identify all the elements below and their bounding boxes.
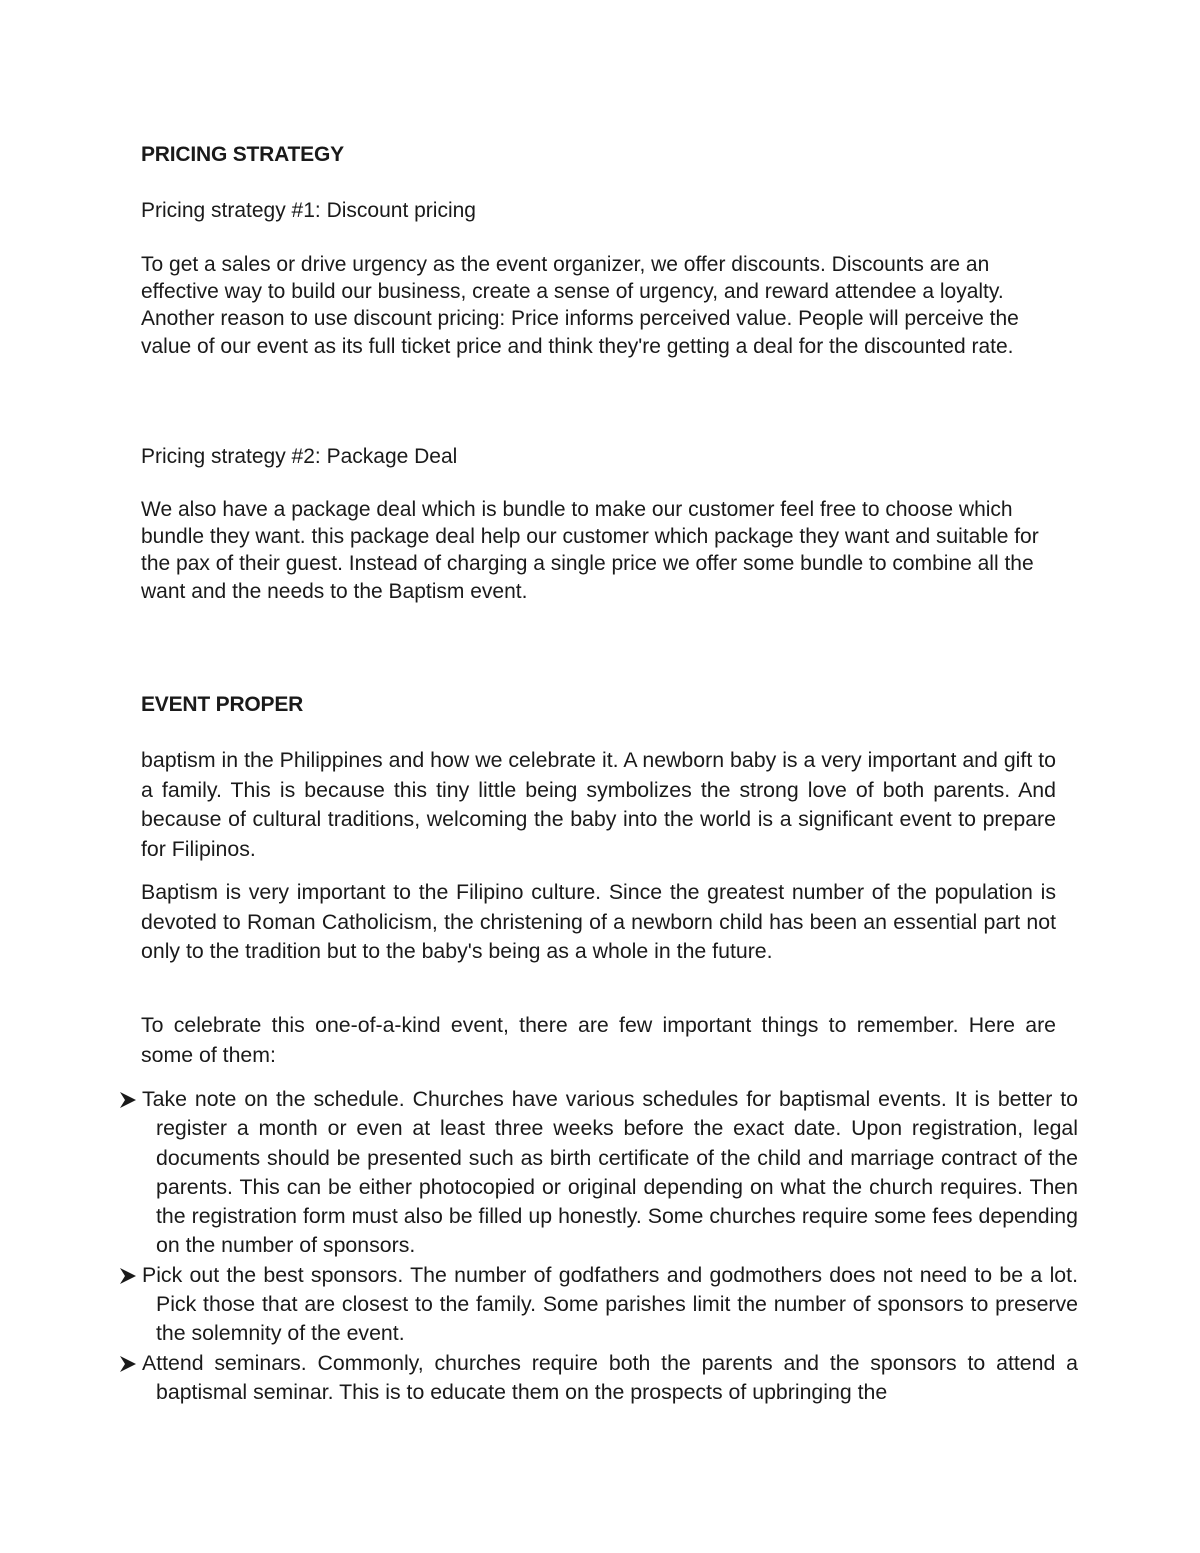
strategy-1-title: Pricing strategy #1: Discount pricing (141, 199, 476, 222)
event-paragraph-1: baptism in the Philippines and how we celebrate it. A newborn baby is a very important and gift to a family. This is because this tiny little being symbolizes the strong love of both parents. And because of cultural traditions, welcoming the baby into the world is a significant event to prepare for Filipinos. (141, 748, 1056, 861)
list-item (118, 1085, 1078, 1261)
list-item-text: Attend seminars. Commonly, churches require both the parents and the sponsors to attend a baptismal seminar. This is to educate them on the prospects of upbringing the (142, 1350, 1078, 1404)
pricing-strategy-heading: PRICING STRATEGY (141, 143, 344, 166)
event-proper-heading: EVENT PROPER (141, 693, 304, 716)
arrow-bullet-icon (118, 1355, 138, 1373)
list-item (118, 1349, 1078, 1408)
list-item (118, 1261, 1078, 1349)
arrow-bullet-icon (118, 1267, 138, 1285)
strategy-2-body: We also have a package deal which is bundle to make our customer feel free to choose which bundle they want. this package deal help our customer which package they want and suitable for the pax of their guest. Instead of charging a single price we offer some bundle to combine all the want and the needs to the Baptism event. (141, 498, 1039, 603)
strategy-2-title: Pricing strategy #2: Package Deal (141, 445, 458, 468)
arrow-bullet-icon (118, 1091, 138, 1109)
list-item-text: Pick out the best sponsors. The number of godfathers and godmothers does not need to be a lot. Pick those that are closest to the family. Some parishes limit the number of sponsors to preserve the solemnity of the event. (142, 1262, 1078, 1346)
event-paragraph-2: Baptism is very important to the Filipino culture. Since the greatest number of the population is devoted to Roman Catholicism, the christening of a newborn child has been an essential part not only to the tradition but to the baby's being as a whole in the future. (141, 880, 1056, 963)
event-paragraph-3: To celebrate this one-of-a-kind event, there are few important things to remember. Here are some of them: (141, 1013, 1056, 1067)
strategy-1-body: To get a sales or drive urgency as the event organizer, we offer discounts. Discounts are an effective way to build our business, create a sense of urgency, and reward attendee a loyalty. Another reason to use discount pricing: Price informs perceived value. People will perceive the value of our event as its full ticket price and think they're getting a deal for the discounted rate. (141, 253, 1019, 358)
list-item-text: Take note on the schedule. Churches have various schedules for baptismal events. It is better to register a month or even at least three weeks before the exact date. Upon registration, legal documents should be presented such as birth certificate of the child and marriage contract of the parents. This can be either photocopied or original depending on what the church requires. Then the registration form must also be filled up honestly. Some churches require some fees depending on the number of sponsors. (142, 1087, 1078, 1258)
tips-list (118, 1085, 1078, 1407)
